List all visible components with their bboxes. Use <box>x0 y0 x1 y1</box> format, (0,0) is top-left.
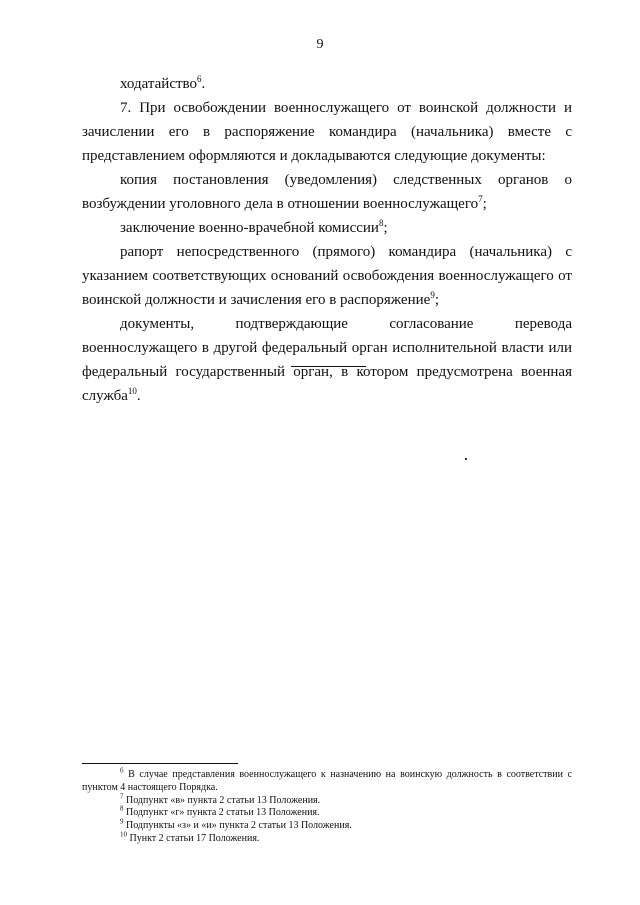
paragraph-punctuation: ; <box>482 196 487 212</box>
footnote-number: 8 <box>120 805 124 814</box>
footnote-number: 7 <box>120 792 124 801</box>
footnote <box>82 807 572 820</box>
footnote-ref: 6 <box>197 74 202 84</box>
scan-speck <box>465 458 467 460</box>
footnote <box>82 817 572 833</box>
footnote-text: Пункт 2 статьи 17 Положения. <box>129 832 260 844</box>
paragraph-punctuation: ; <box>434 292 439 308</box>
footnote-ref: 7 <box>478 194 483 204</box>
paragraph-punctuation: ; <box>383 220 388 236</box>
paragraph-text: 7. При освобождении военнослужащего от воинской должности и зачислении его в распоряжение командира (начальника) вместе с представлением оформляются и докладываются следующие документы: <box>82 100 572 164</box>
footnote-number: 9 <box>120 817 124 826</box>
document-list-item <box>82 168 572 216</box>
footnote-text: В случае представления военнослужащего к назначению на воинскую должность в соответствии с пунктом 4 настоящего Порядка. <box>82 769 573 793</box>
footnote-ref: 9 <box>430 290 435 300</box>
body-text <box>82 72 572 408</box>
footnote-text: Подпункт «в» пункта 2 статьи 13 Положения. <box>126 794 321 806</box>
paragraph-text: документы, подтверждающие согласование перевода военнослужащего в другой федеральный орган исполнительной власти или федеральный государственный орган, в котором предусмотрена военная служба <box>82 316 572 404</box>
paragraph-text: ходатайство <box>120 76 198 92</box>
paragraph-text: заключение военно-врачебной комиссии <box>120 220 379 236</box>
paragraph-punctuation: . <box>136 388 141 404</box>
footnote <box>82 766 573 795</box>
footnote <box>82 792 572 808</box>
footnote-text: Подпункт «г» пункта 2 статьи 13 Положения. <box>126 807 320 819</box>
paragraph-text: рапорт непосредственного (прямого) командира (начальника) с указанием соответствующих оснований освобождения военнослужащего от воинской должности и зачисления его в распоряжение <box>82 244 572 308</box>
document-list-item <box>82 312 572 408</box>
footnote-text: Подпункты «з» и «и» пункта 2 статьи 13 Положения. <box>126 820 352 832</box>
footnote-separator <box>82 763 238 764</box>
footnotes <box>82 766 573 846</box>
footnote-number: 6 <box>120 766 124 775</box>
footnote-ref: 8 <box>378 218 384 228</box>
document-list-item <box>82 216 572 240</box>
page-number: 9 <box>316 37 324 52</box>
document-list-item <box>82 240 572 312</box>
footnote-number: 10 <box>120 830 127 839</box>
footnote <box>82 830 572 846</box>
paragraph-text: копия постановления (уведомления) следственных органов о возбуждении уголовного дела в отношении военнослужащего <box>82 172 572 212</box>
paragraph-continuation: ходатайство$^6$. <box>120 74 206 92</box>
section-end-rule <box>291 366 366 367</box>
paragraph-item-7 <box>82 96 572 168</box>
footnote-ref: 10 <box>127 386 137 396</box>
